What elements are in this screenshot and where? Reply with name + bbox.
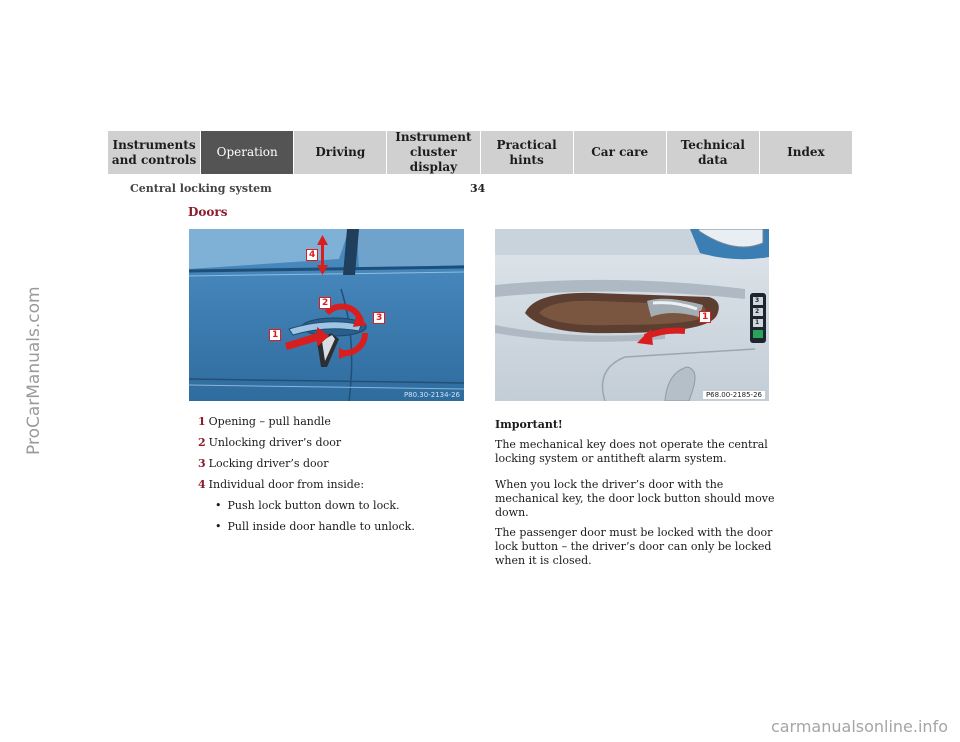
figure-code: P68.00-2185-26	[703, 391, 765, 399]
legend-item	[198, 415, 468, 428]
legend-text: Individual door from inside:	[208, 478, 365, 491]
bullet: •	[215, 520, 222, 533]
legend-item	[198, 457, 468, 470]
legend-number: 3	[198, 457, 206, 470]
running-head: Central locking system	[130, 182, 272, 195]
tab-operation[interactable]	[201, 131, 294, 174]
callout-4: 4	[306, 249, 318, 261]
tab-instruments-and-controls[interactable]	[108, 131, 201, 174]
legend-number: 4	[198, 478, 206, 491]
callout-3: 3	[373, 312, 385, 324]
side-watermark: ProCarManuals.com	[24, 286, 44, 455]
tab-label: Instrument cluster display	[395, 130, 472, 174]
tab-label: Car care	[591, 145, 649, 159]
door-interior-illustration	[495, 229, 769, 401]
important-notes	[495, 418, 785, 574]
tab-driving[interactable]	[294, 131, 387, 174]
tab-label: Practical hints	[496, 137, 557, 167]
legend-text: Opening – pull handle	[208, 415, 331, 428]
tab-label: Index	[787, 145, 825, 159]
figure-code: P80.30-2134-26	[403, 391, 460, 399]
legend-number: 1	[198, 415, 206, 428]
section-title: Doors	[188, 205, 228, 219]
tab-instrument-cluster-display[interactable]	[387, 131, 480, 174]
tab-car-care[interactable]	[574, 131, 667, 174]
notes-paragraph: The passenger door must be locked with the door lock button – the driver’s door can only be locked when it is closed.	[495, 526, 773, 567]
legend-sublist	[198, 499, 468, 533]
legend-number: 2	[198, 436, 206, 449]
memory-button-2-label: 2	[755, 308, 760, 315]
legend-text: Unlocking driver’s door	[208, 436, 342, 449]
bottom-watermark: carmanualsonline.info	[770, 717, 948, 736]
page-number: 34	[470, 182, 486, 195]
tab-label: Operation	[216, 145, 278, 159]
memory-button-1-label: 1	[755, 319, 760, 326]
door-exterior-drawing	[189, 229, 464, 401]
legend-item	[198, 478, 468, 491]
door-interior-drawing	[495, 229, 769, 401]
tab-label: Technical data	[680, 137, 745, 167]
notes-heading: Important!	[495, 418, 563, 431]
tab-label: Driving	[315, 145, 366, 159]
figure-legend	[198, 415, 468, 541]
tab-practical-hints[interactable]	[481, 131, 574, 174]
callout-2: 2	[319, 297, 331, 309]
list-item-text: Push lock button down to lock.	[227, 499, 400, 512]
callout-1: 1	[269, 329, 281, 341]
chapter-tabs	[108, 131, 852, 174]
list-item	[215, 520, 468, 533]
memory-button-3-label: 3	[755, 297, 760, 304]
list-item	[215, 499, 468, 512]
notes-paragraph: The mechanical key does not operate the central locking system or antitheft alarm system.	[495, 438, 768, 465]
bullet: •	[215, 499, 222, 512]
legend-text: Locking driver’s door	[208, 457, 329, 470]
tab-technical-data[interactable]	[667, 131, 760, 174]
callout-1: 1	[699, 311, 711, 323]
legend-item	[198, 436, 468, 449]
tab-index[interactable]	[760, 131, 852, 174]
notes-paragraph: When you lock the driver’s door with the mechanical key, the door lock button should move down.	[495, 478, 775, 519]
list-item-text: Pull inside door handle to unlock.	[227, 520, 415, 533]
door-exterior-illustration	[189, 229, 464, 401]
tab-label: Instruments and controls	[111, 137, 197, 167]
